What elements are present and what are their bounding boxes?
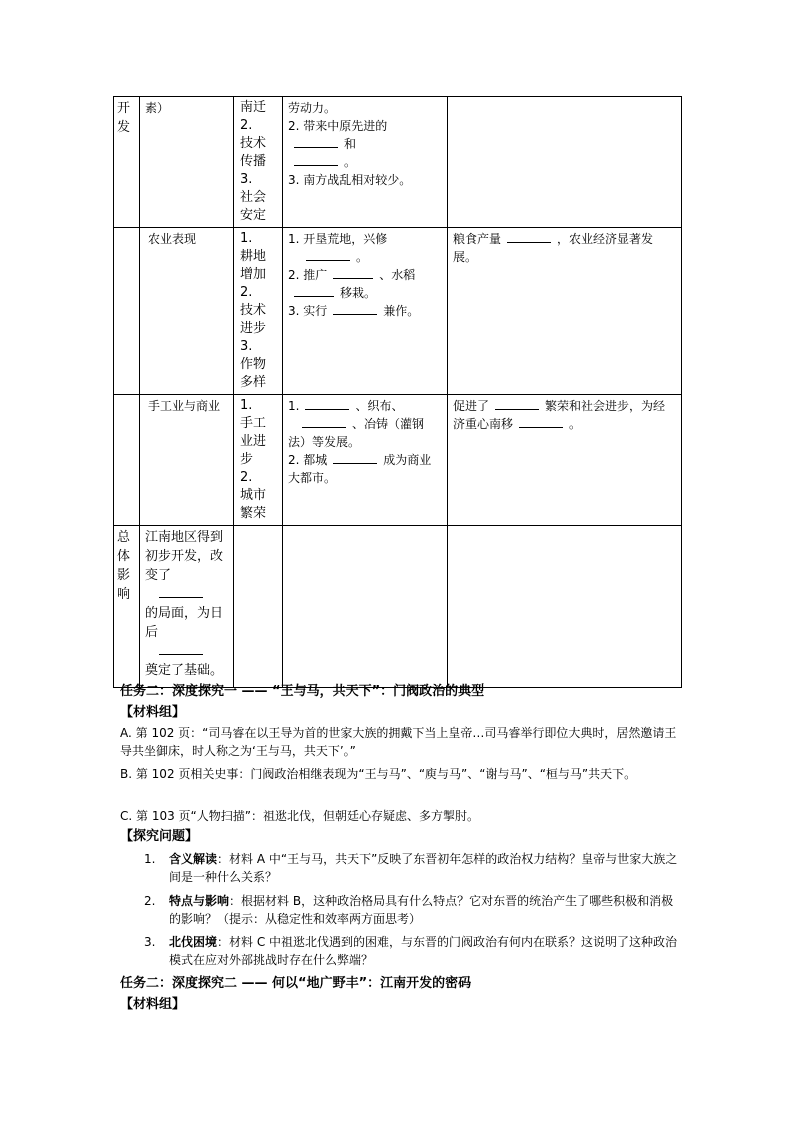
- empty-cell: [448, 526, 682, 688]
- fill-blank[interactable]: [333, 453, 377, 464]
- cell-overall-impact: [140, 526, 234, 688]
- detail-text: 移栽。: [340, 286, 377, 300]
- fill-blank[interactable]: [333, 304, 377, 315]
- result-text: 。: [569, 417, 582, 431]
- aspect-item: 3.: [240, 172, 253, 187]
- aspect-item: 1.: [240, 231, 253, 246]
- detail-text: 2. 都城: [288, 453, 328, 467]
- aspect-item: 城市: [240, 488, 267, 503]
- cell-detail: [283, 395, 448, 526]
- empty-cell: [283, 526, 448, 688]
- result-text: 促进了: [453, 399, 490, 413]
- detail-text: 兼作。: [383, 304, 420, 318]
- question-item: [144, 850, 678, 886]
- question-number: 2.: [144, 894, 156, 908]
- south-development-table: [113, 96, 682, 688]
- cell-handicraft-commerce: 手工业与商业: [140, 395, 234, 526]
- detail-line: 3. 南方战乱相对较少。: [288, 173, 412, 187]
- impact-text: 奠定了基础。: [145, 663, 224, 678]
- aspect-item: 3.: [240, 339, 253, 354]
- detail-text: 1.: [288, 399, 300, 413]
- row-header-kaifa: 开 发: [114, 97, 140, 228]
- aspect-item: 2.: [240, 470, 253, 485]
- question-text: ：材料 C 中祖逖北伐遇到的困难，与东晋的门阀政治有何内在联系？这说明了这种政治模式在应对外部挑战时存在什么弊端？: [169, 935, 678, 967]
- detail-line: 1. 开垦荒地，兴修 。: [288, 232, 388, 264]
- detail-text: 、冶铸（灌钢法）等发展。: [288, 417, 425, 449]
- aspect-item: 技术: [240, 136, 267, 151]
- fill-blank[interactable]: [333, 268, 373, 279]
- aspect-item: 进步: [240, 321, 267, 336]
- question-text: ：材料 A 中“王与马，共天下”反映了东晋初年怎样的政治权力结构？皇帝与世家大族之间是一种什么关系？: [169, 852, 678, 884]
- result-text: 粮食产量: [453, 232, 502, 246]
- detail-line: 劳动力。: [288, 101, 337, 115]
- materials-label-2: 【材料组】: [120, 997, 186, 1012]
- aspect-item: 南迁: [240, 100, 267, 115]
- question-title: 北伐困境: [169, 935, 218, 949]
- question-item: [144, 892, 678, 928]
- detail-text: 、水稻: [379, 268, 416, 282]
- aspect-item: 传播: [240, 154, 267, 169]
- aspect-item: 社会: [240, 190, 267, 205]
- cell-detail: [283, 228, 448, 395]
- question-item: [144, 933, 678, 969]
- question-text: ：根据材料 B，这种政治格局具有什么特点？它对东晋的统治产生了哪些积极和消极的影响？（提示：从稳定性和效率两方面思考）: [169, 894, 674, 926]
- aspect-item: 耕地: [240, 249, 267, 264]
- cell-detail: [283, 97, 448, 228]
- table-row: [114, 395, 682, 526]
- detail-text: 1. 开垦荒地，兴修: [288, 232, 388, 246]
- fill-blank[interactable]: [305, 399, 349, 410]
- fill-blank[interactable]: [159, 587, 203, 598]
- aspect-item: 2.: [240, 285, 253, 300]
- aspect-item: 1.: [240, 398, 253, 413]
- fill-blank[interactable]: [159, 644, 203, 655]
- question-number: 3.: [144, 935, 156, 949]
- detail-line: [288, 266, 442, 302]
- question-title: 特点与影响: [169, 894, 230, 908]
- fill-blank[interactable]: [306, 250, 350, 261]
- aspect-item: 繁荣: [240, 506, 267, 521]
- detail-line: [288, 302, 442, 320]
- empty-cell: [234, 526, 283, 688]
- table-row: [114, 228, 682, 395]
- fill-blank[interactable]: [294, 137, 338, 148]
- table-row: [114, 526, 682, 688]
- aspect-item: 手工: [240, 416, 267, 431]
- fill-blank[interactable]: [294, 155, 338, 166]
- row-header-empty: [114, 228, 140, 395]
- fill-blank[interactable]: [519, 417, 563, 428]
- detail-text: 、织布、: [355, 399, 404, 413]
- material-a: A. 第 102 页：“司马睿在以王导为首的世家大族的拥戴下当上皇帝…司马睿举行即位大典时，居然邀请王导共坐御床，时人称之为‘王与马，共天下’。”: [120, 726, 677, 758]
- fill-blank[interactable]: [507, 232, 551, 243]
- questions-label: 【探究问题】: [120, 829, 199, 844]
- question-title: 含义解读: [169, 852, 218, 866]
- detail-text: 。: [344, 155, 357, 169]
- fill-blank[interactable]: [294, 286, 334, 297]
- task1-heading: 任务二：深度探究一 —— “王与马，共天下”：门阀政治的典型: [120, 684, 485, 699]
- cell-aspect-list: [234, 395, 283, 526]
- materials-label: 【材料组】: [120, 705, 186, 720]
- result-text: 繁荣和社会进步，为经济重心南移: [453, 399, 666, 431]
- cell-aspect-list: [234, 97, 283, 228]
- result-text: ，农业经济显著发展。: [453, 232, 654, 264]
- detail-line: [288, 117, 442, 171]
- impact-text: 的局面，为日后: [145, 606, 224, 640]
- cell-result: [448, 228, 682, 395]
- aspect-item: 作物: [240, 357, 267, 372]
- cell-aspect-list: [234, 228, 283, 395]
- detail-line: [288, 397, 442, 451]
- fill-blank[interactable]: [495, 399, 539, 410]
- cell-agriculture: 农业表现: [140, 228, 234, 395]
- task2-heading: 任务二：深度探究二 —— 何以“地广野丰”：江南开发的密码: [120, 976, 472, 991]
- question-number: 1.: [144, 852, 156, 866]
- aspect-item: 2.: [240, 118, 253, 133]
- fill-blank[interactable]: [302, 417, 346, 428]
- detail-line: [288, 451, 442, 487]
- cell-result: [448, 395, 682, 526]
- detail-text: 和: [344, 137, 357, 151]
- row-header-empty: [114, 395, 140, 526]
- detail-text: 成为商业大都市。: [288, 453, 432, 485]
- cell-result: [448, 97, 682, 228]
- aspect-item: 多样: [240, 375, 267, 390]
- aspect-item: 业进: [240, 434, 267, 449]
- aspect-item: 步: [240, 452, 254, 467]
- impact-text: 江南地区得到初步开发，改变了: [145, 530, 224, 583]
- detail-text: 2. 推广: [288, 268, 328, 282]
- row-header-overall-impact: 总 体 影 响: [114, 526, 140, 688]
- material-b: B. 第 102 页相关史事：门阀政治相继表现为“王与马”、“庾与马”、“谢与马”、“桓与马”共天下。: [120, 767, 637, 781]
- detail-text: 2. 带来中原先进的: [288, 119, 388, 133]
- aspect-item: 技术: [240, 303, 267, 318]
- cell-factor: 素）: [140, 97, 234, 228]
- aspect-item: 安定: [240, 208, 267, 223]
- material-c: C. 第 103 页“人物扫描”：祖逖北伐，但朝廷心存疑虑、多方掣肘。: [120, 809, 479, 823]
- table-row: [114, 97, 682, 228]
- detail-text: 3. 实行: [288, 304, 328, 318]
- aspect-item: 增加: [240, 267, 267, 282]
